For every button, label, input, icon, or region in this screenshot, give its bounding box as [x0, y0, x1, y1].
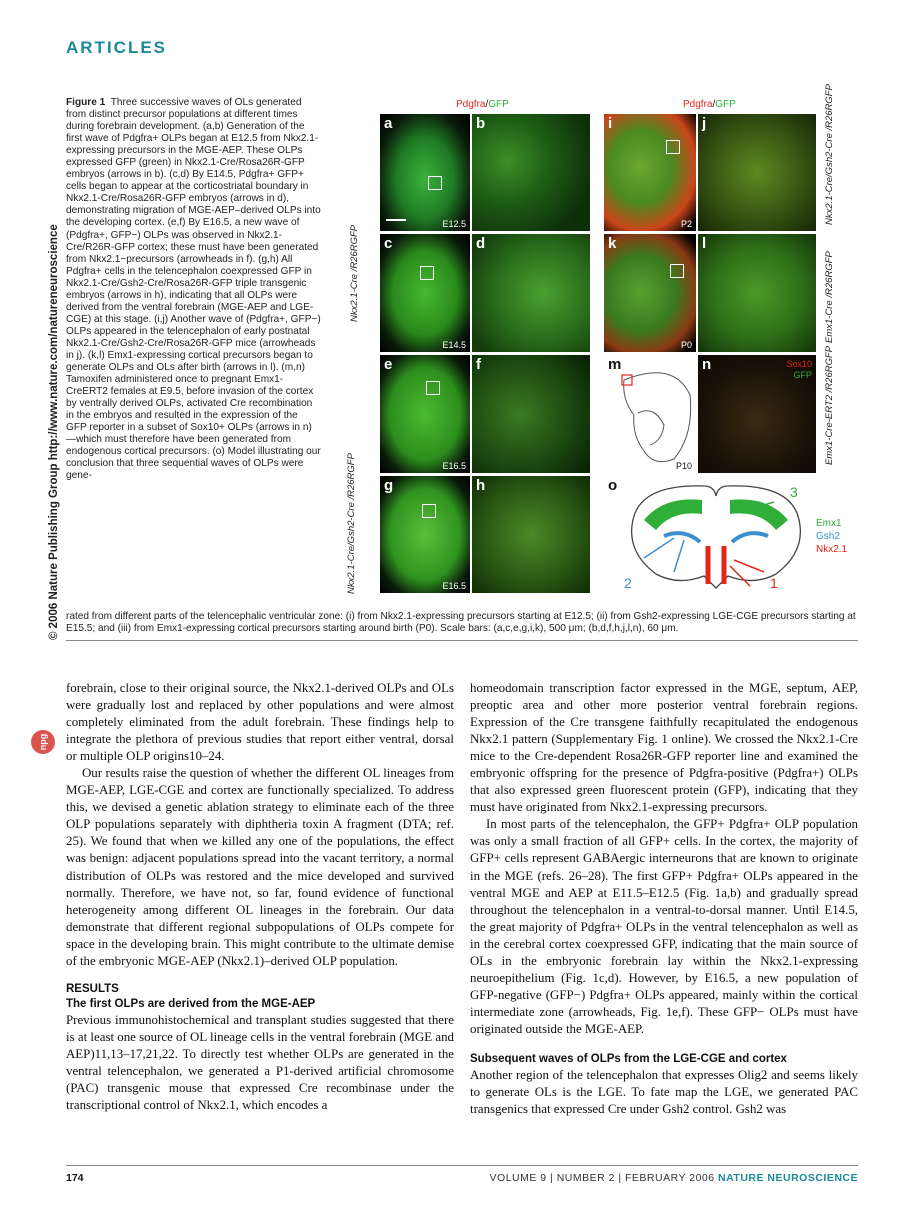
panel-l: l [698, 234, 816, 352]
legend-nkx21: Nkx2.1 [816, 544, 848, 555]
side-label-emx1-ert2: Emx1-Cre-ERT2 /R26RGFP [824, 345, 835, 465]
paragraph: Another region of the telencephalon that expresses Olig2 and seems likely to generate OLs is the LGE. To fate map the LGE, we generated PAC transgenics that expressed Cre under Gsh2 control. Gsh2 was [470, 1067, 858, 1117]
panel-a: a E12.5 [380, 114, 470, 231]
side-label-emx1: Emx1-Cre /R26RGFP [824, 251, 835, 343]
body-column-left [66, 680, 454, 1114]
panel-k: k P0 [604, 234, 696, 352]
section-heading-results: RESULTS [66, 982, 119, 995]
npg-logo: npg [31, 730, 55, 754]
zoom-box [666, 140, 680, 154]
panel-m: m P10 [604, 355, 696, 473]
section-header: ARTICLES [66, 38, 167, 57]
panel-b: b [472, 114, 590, 231]
paragraph: homeodomain transcription factor expressed in the MGE, septum, AEP, preoptic area and other more posterior ventral forebrain regions. Expression of the Cre transgene faithfully recapitulated the endogenous Nkx2.1 pattern (Supplementary Fig. 1 online). We crossed the Nkx2.1-Cre mice to the Cre-dependent Rosa26R-GFP reporter line and examined the embryonic offspring for the presence of Pdgfra-positive (Pdgfra+) OLPs that also expressed green fluorescent protein (GFP), indicating that they must have originated from Nkx2.1-expressing precursors. [470, 681, 858, 815]
panel-j: j [698, 114, 816, 231]
caption-body: Three successive waves of OLs generated from distinct precursor populations at different times during forebrain development. (a,b) Generation of the first wave of Pdgfra+ OLPs began at E12.5 from Nkx2.1-expressing precursors in the MGE-AEP. These OLPs expressed GFP (green) in Nkx2.1-Cre/Rosa26R-GFP embryos (arrows in b). (c,d) By E14.5, Pdgfra+ GFP+ cells began to appear at the corticostriatal boundary in Nkx2.1-Cre/Rosa26R-GFP embryos (arrows in d), demonstrating migration of MGE-AEP–derived OLPs into the developing cortex. (e,f) By E16.5, a new wave of (Pdgfra+, GFP−) OLPs was observed in Nkx2.1-Cre/R26R-GFP cortex; these must have been generated from Nkx2.1−precursors (arrowheads in f). (g,h) All Pdgfra+ cells in the telencephalon coexpressed GFP in Nkx2.1-Cre/Gsh2-Cre/Rosa26R-GFP triple transgenic embryos (arrows in h), indicating that all OLPs were derived from the ventral forebrain (MGE-AEP and LGE-CGE) at this stage. (i,j) Another wave of (Pdgfra+, GFP−) OLPs appeared in the telencephalon of early postnatal Nkx2.1-Cre/Gsh2-Cre/Rosa26R-GFP mice (arrowheads in j). (k,l) Emx1-expressing cortical precursors began to generate OLPs and OLs after birth (arrows in l). (m,n) Tamoxifen administered once to pregnant Emx1-CreERT2 females at E9.5, before invasion of the cortex by ventrally derived OLPs, activated Cre recombination in the embryos and resulted in the expression of the GFP reporter in a subset of Sox10+ OLPs (arrows in n)—which must therefore have been generated from endogenous cortical precursors. (o) Model illustrating our conclusion that three sequential waves of OLPs were gene- [66, 97, 321, 482]
panel-i: i P2 [604, 114, 696, 231]
panel-c: c E14.5 [380, 234, 470, 352]
side-label-nkx-gsh-right: Nkx2.1-Cre/Gsh2-Cre /R26RGFP [824, 84, 835, 225]
panel-h: h [472, 476, 590, 593]
scale-bar [386, 219, 406, 221]
col-title-right: Pdgfra/GFP [683, 99, 736, 110]
figure-caption [66, 97, 321, 483]
panel-f: f [472, 355, 590, 473]
wave-number-1: 1 [770, 575, 778, 591]
zoom-box [428, 176, 442, 190]
caption-lead: Figure 1 [66, 97, 106, 108]
page-number: 174 [66, 1172, 84, 1184]
wave-number-2: 2 [624, 575, 632, 591]
caption-tail: rated from different parts of the telencephalic ventricular zone: (i) from Nkx2.1-expressing precursors starting at E12.5; (ii) from Gsh2-expressing LGE-CGE precursors starting at E15.5; and (iii) from Emx1-expressing cortical precursors starting around birth (P0). Scale bars: (a,c,e,g,i,k), 500 μm; (b,d,f,h,j,l,n), 60 μm. [66, 611, 856, 635]
paragraph: Our results raise the question of whether the different OL lineages from MGE-AEP, LGE-CGE and cortex are functionally specialized. To address this, we devised a genetic ablation strategy to eliminate each of the three OLP populations separately with diphtheria toxin A fragment (DTA; ref. 25). We found that when we killed any one of the populations, the effect was benign: adjacent populations spread into the vacant territory, a normal distribution of OLPs was restored and the mice developed and survived normally. Therefore, we have not, so far, found evidence of functional heterogeneity among different OL lineages in the forebrain. Our data demonstrate that different regional subpopulations of OLPs compete for space in the developing brain. This might contribute to the ultimate demise of the embryonic MGE-AEP (Nkx2.1)–derived OLP population. [66, 766, 454, 968]
brain-outline-diagram [604, 355, 696, 473]
panel-o: o 3 2 1 Emx1 Gsh2 Nkx2.1 [604, 476, 860, 593]
body-column-right [470, 680, 858, 1118]
zoom-box [420, 266, 434, 280]
zoom-box [670, 264, 684, 278]
panel-e: e E16.5 [380, 355, 470, 473]
subsection-heading: Subsequent waves of OLPs from the LGE-CGE and cortex [470, 1052, 787, 1065]
zoom-box [422, 504, 436, 518]
paragraph: Previous immunohistochemical and transplant studies suggested that there is at least one source of OL lineage cells in the ventral forebrain (MGE and AEP)11,13–17,21,22. To directly test whether OLPs are generated in the ventral telencephalon, we generated a P1-derived artificial chromosome (PAC) transgenic mouse that expressed Cre recombinase under the transcriptional control of Nkx2.1, which encodes a [66, 1012, 454, 1113]
footer-divider [66, 1165, 858, 1166]
panel-n: n Sox10 GFP [698, 355, 816, 473]
side-label-nkx-r26: Nkx2.1-Cre /R26RGFP [349, 224, 360, 322]
panel-g: g E16.5 [380, 476, 470, 593]
caption-divider [66, 640, 858, 641]
col-title-left: Pdgfra/GFP [456, 99, 509, 110]
zoom-box [426, 381, 440, 395]
copyright-sidebar: © 2006 Nature Publishing Group http://www.nature.com/natureneuroscience [48, 224, 60, 640]
legend-gsh2: Gsh2 [816, 531, 840, 542]
panel-d: d [472, 234, 590, 352]
marker-gfp: GFP [793, 370, 812, 380]
side-label-nkx-gsh-left: Nkx2.1-Cre/Gsh2-Cre /R26RGFP [346, 453, 357, 594]
legend-emx1: Emx1 [816, 518, 842, 529]
marker-sox10: Sox10 [786, 359, 812, 369]
journal-info: VOLUME 9 | NUMBER 2 | FEBRUARY 2006 NATURE NEUROSCIENCE [489, 1172, 858, 1184]
paragraph: forebrain, close to their original source, the Nkx2.1-derived OLPs and OLs were gradually lost and replaced by other populations and were almost completely eliminated from the adult forebrain. These findings help to integrate the plethora of previous studies that report either ventral, dorsal or multiple OLP origins10–24. [66, 681, 454, 764]
subsection-heading: The first OLPs are derived from the MGE-AEP [66, 997, 316, 1010]
wave-number-3: 3 [790, 484, 798, 500]
paragraph: In most parts of the telencephalon, the GFP+ Pdgfra+ OLP population was only a small fraction of all GFP+ cells. In the cortex, the majority of GFP+ cells represent GABAergic interneurons that are known to originate in the MGE (refs. 26–28). The first GFP+ Pdgfra+ OLPs appeared in the ventral MGE and AEP at E11.5–E12.5 (Fig. 1a,b) and gradually spread throughout the telencephalon in a ventral-to-dorsal manner. Until E14.5, the great majority of Pdgfra+ OLPs in the ventral telencephalon as well as in the cerebral cortex coexpressed GFP, indicating that the main source of OLs in the embryonic forebrain lay within the Nkx2.1-expressing neuroepithelium (Fig. 1c,d). However, by E16.5, a new population of GFP-negative (GFP−) Pdgfra+ OLPs appeared, mainly within the cortical intermediate zone (arrowheads, Fig. 1e,f). These GFP− OLPs must have originated outside the MGE-AEP. [470, 817, 858, 1036]
